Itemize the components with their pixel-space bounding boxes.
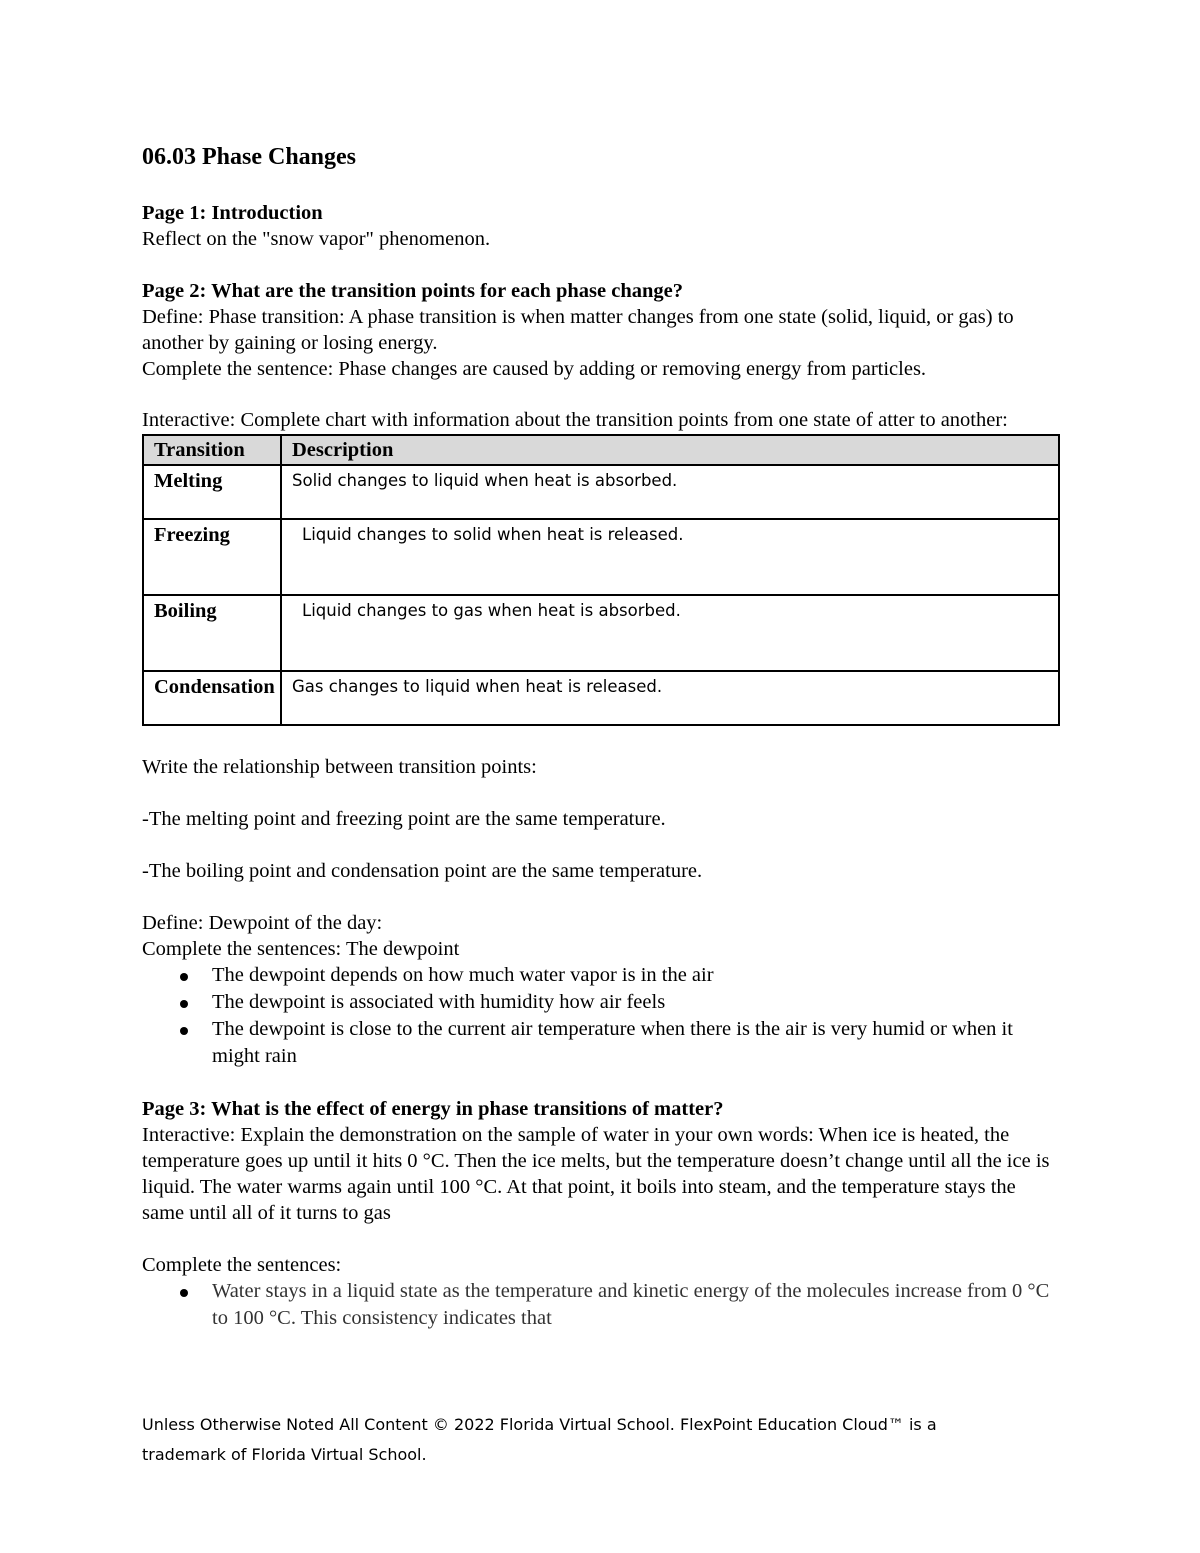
table-row xyxy=(143,465,1059,519)
dewpoint-prompt: Complete the sentences: The dewpoint xyxy=(142,938,460,960)
list-item: Water stays in a liquid state as the temperature and kinetic energy of the molecules increase from 0 °C to 100 °C. This consistency indicates that xyxy=(212,1278,1060,1332)
relationship-boiling-condensation: -The boiling point and condensation point are the same temperature. xyxy=(142,860,703,882)
page3-list xyxy=(142,1278,1060,1332)
table-header-row xyxy=(143,435,1059,465)
description-cell: Liquid changes to gas when heat is absorbed. xyxy=(281,595,1059,671)
table-row xyxy=(143,671,1059,725)
transition-table xyxy=(142,434,1060,726)
copyright-footer xyxy=(142,1410,1042,1470)
phase-transition-definition: Define: Phase transition: A phase transition is when matter changes from one state (solid, liquid, or gas) to another by gaining or losing energy. xyxy=(142,306,1014,354)
list-item: The dewpoint is close to the current air temperature when there is the air is very humid or when it might rain xyxy=(212,1016,1060,1070)
list-item: The dewpoint depends on how much water vapor is in the air xyxy=(212,962,1060,989)
page3-heading: Page 3: What is the effect of energy in phase transitions of matter? xyxy=(142,1098,724,1120)
footer-line: trademark of Florida Virtual School. xyxy=(142,1445,427,1464)
table-header-transition: Transition xyxy=(143,435,281,465)
page3-prompt: Complete the sentences: xyxy=(142,1254,342,1276)
page1-heading: Page 1: Introduction xyxy=(142,202,323,224)
relationship-prompt: Write the relationship between transition points: xyxy=(142,756,537,778)
transition-cell: Condensation xyxy=(143,671,281,725)
transition-cell: Boiling xyxy=(143,595,281,671)
page1-text: Reflect on the "snow vapor" phenomenon. xyxy=(142,228,491,250)
description-cell: Gas changes to liquid when heat is released. xyxy=(281,671,1059,725)
table-row xyxy=(143,519,1059,595)
phase-change-sentence: Complete the sentence: Phase changes are caused by adding or removing energy from particles. xyxy=(142,358,927,380)
table-header-description: Description xyxy=(281,435,1059,465)
description-cell: Liquid changes to solid when heat is released. xyxy=(281,519,1059,595)
list-item: The dewpoint is associated with humidity how air feels xyxy=(212,989,1060,1016)
page2-heading: Page 2: What are the transition points for each phase change? xyxy=(142,280,683,302)
relationship-melting-freezing: -The melting point and freezing point are the same temperature. xyxy=(142,808,666,830)
transition-cell: Freezing xyxy=(143,519,281,595)
document-title: 06.03 Phase Changes xyxy=(142,144,357,170)
description-cell: Solid changes to liquid when heat is absorbed. xyxy=(281,465,1059,519)
document-page xyxy=(142,140,1060,1332)
footer-line: Unless Otherwise Noted All Content © 2022 Florida Virtual School. FlexPoint Education Cloud™ is a xyxy=(142,1415,937,1434)
table-row xyxy=(143,595,1059,671)
transition-cell: Melting xyxy=(143,465,281,519)
chart-instructions: Interactive: Complete chart with information about the transition points from one state of atter to another: xyxy=(142,409,1008,431)
dewpoint-list xyxy=(142,962,1060,1070)
demonstration-explanation: Interactive: Explain the demonstration on the sample of water in your own words: When ice is heated, the temperature goes up until it hits 0 °C. Then the ice melts, but the temperature doesn’t change until all the ice is liquid. The water warms again until 100 °C. At that point, it boils into steam, and the temperature stays the same until all of it turns to gas xyxy=(142,1124,1050,1224)
dewpoint-definition: Define: Dewpoint of the day: xyxy=(142,912,383,934)
